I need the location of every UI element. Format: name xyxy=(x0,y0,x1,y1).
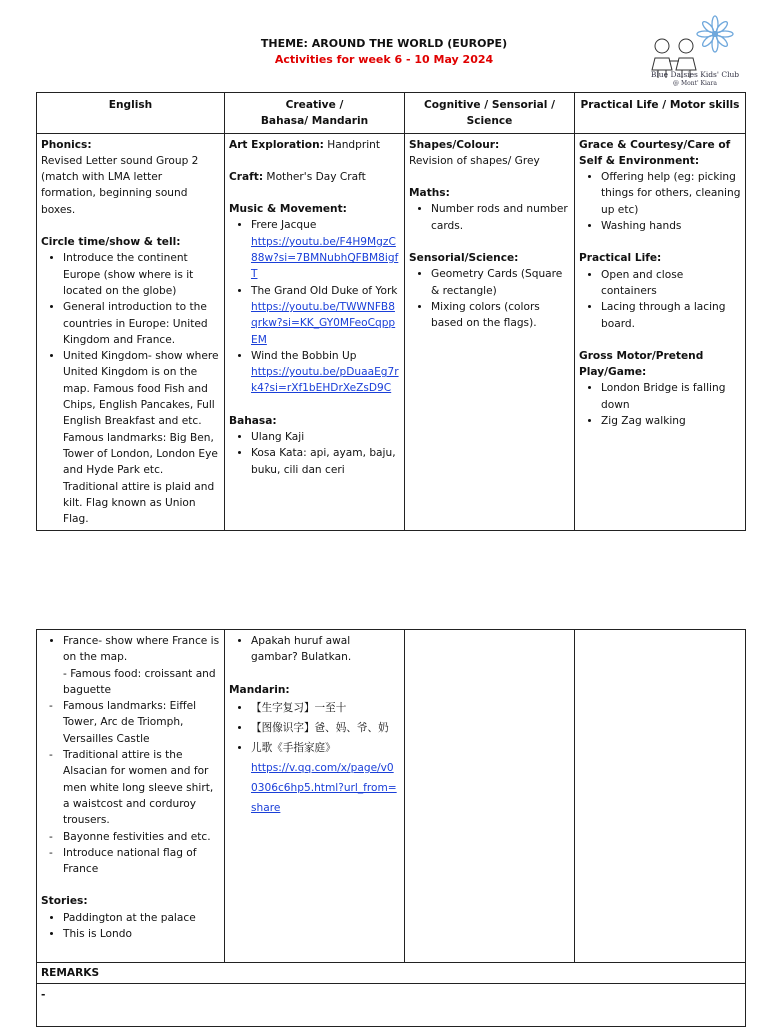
remarks-header-row xyxy=(37,963,746,984)
list-item: - Traditional attire is the Alsacian for women and for men white long sleeve shirt, a waistcost and corduroy trousers. xyxy=(63,747,220,828)
col-english: English xyxy=(37,93,225,134)
list-item: • Number rods and number cards. xyxy=(431,201,570,234)
col-creative: Creative / Bahasa/ Mandarin xyxy=(225,93,405,134)
phonics-heading: Phonics: xyxy=(41,138,92,151)
list-item: • Wind the Bobbin Up https://youtu.be/pDuaaEg7rk4?si=rXf1bEHDrXeZsD9C xyxy=(251,348,400,397)
practical-cell xyxy=(575,630,746,963)
remarks-label: REMARKS xyxy=(37,963,746,984)
grace-list xyxy=(579,169,741,234)
list-item: • Frere Jacque https://youtu.be/F4H9MgzC88w?si=7BMNubhQFBM8igfT xyxy=(251,217,400,282)
list-item: • Kosa Kata: api, ayam, baju, buku, cili dan ceri xyxy=(251,445,400,478)
list-item: • Washing hands xyxy=(601,218,741,234)
song-link[interactable]: https://youtu.be/TWWNFB8qrkw?si=KK_GY0MFeoCqppEM xyxy=(251,300,396,346)
gross-motor-list xyxy=(579,380,741,429)
list-item: • United Kingdom- show where United Kingdom is on the map. Famous food Fish and Chips, English Pancakes, Full English Breakfast and etc. Famous landmarks: Big Ben, Tower of London, London Eye and Hyde Park etc. Traditional attire is plaid and kilt. Flag known as Union Flag. xyxy=(63,348,220,527)
cognitive-cell xyxy=(405,133,575,531)
gross-motor-heading: Gross Motor/Pretend Play/Game: xyxy=(579,349,704,379)
list-item: • France- show where France is on the map. - Famous food: croissant and baguette xyxy=(63,633,220,698)
mandarin-heading: Mandarin: xyxy=(229,683,290,696)
bahasa-heading: Bahasa: xyxy=(229,414,277,427)
list-item: • Ulang Kaji xyxy=(251,429,400,445)
bahasa-list xyxy=(229,429,400,478)
list-item: • Offering help (eg: picking things for others, cleaning up etc) xyxy=(601,169,741,218)
sensorial-list xyxy=(409,266,570,331)
practical-life-list xyxy=(579,267,741,332)
header-row xyxy=(37,93,746,134)
list-item: • Open and close containers xyxy=(601,267,741,300)
list-item: • 【图像识字】爸、妈、爷、奶 xyxy=(251,718,400,738)
english-cell xyxy=(37,133,225,531)
list-item: • General introduction to the countries in Europe: United Kingdom and France. xyxy=(63,299,220,348)
stories-list xyxy=(41,910,220,943)
creative-cell xyxy=(225,630,405,963)
mandarin-list xyxy=(229,698,400,818)
song-link[interactable]: https://youtu.be/F4H9MgzC88w?si=7BMNubhQFBM8igfT xyxy=(251,235,399,281)
stories-heading: Stories: xyxy=(41,895,88,908)
songs-list xyxy=(229,217,400,396)
list-item: • Mixing colors (colors based on the flags). xyxy=(431,299,570,332)
activities-table-part1 xyxy=(36,92,746,531)
song-link[interactable]: https://youtu.be/pDuaaEg7rk4?si=rXf1bEHDrXeZsD9C xyxy=(251,366,399,395)
cognitive-cell xyxy=(405,630,575,963)
art-text: Handprint xyxy=(323,138,381,151)
theme-title: THEME: AROUND THE WORLD (EUROPE) xyxy=(260,37,508,50)
list-item: • Zig Zag walking xyxy=(601,413,741,429)
english-cell xyxy=(37,630,225,963)
list-item: • 【生字复习】一至十 xyxy=(251,698,400,718)
france-dash-list xyxy=(41,698,220,877)
craft-heading: Craft: xyxy=(229,170,264,183)
art-heading: Art Exploration: xyxy=(229,138,324,151)
circle-time-heading: Circle time/show & tell: xyxy=(41,236,181,249)
activities-row xyxy=(37,133,746,531)
list-item: • Apakah huruf awal gambar? Bulatkan. xyxy=(251,633,400,666)
maths-heading: Maths: xyxy=(409,187,450,200)
list-item: • The Grand Old Duke of York https://youtu.be/TWWNFB8qrkw?si=KK_GY0MFeoCqppEM xyxy=(251,283,400,348)
activities-row xyxy=(37,630,746,963)
list-item: - Famous landmarks: Eiffel Tower, Arc de Triomph, Versailles Castle xyxy=(63,698,220,747)
shapes-heading: Shapes/Colour: xyxy=(409,138,500,151)
maths-list xyxy=(409,201,570,234)
circle-time-list xyxy=(41,250,220,527)
activities-table-part2 xyxy=(36,629,746,1027)
list-item: • This is Londo xyxy=(63,926,220,942)
practical-life-heading: Practical Life: xyxy=(579,252,662,265)
activities-subtitle: Activities for week 6 - 10 May 2024 xyxy=(274,53,494,66)
list-item: - Introduce national flag of France xyxy=(63,845,220,878)
music-heading: Music & Movement: xyxy=(229,203,347,216)
list-item: • Geometry Cards (Square & rectangle) xyxy=(431,266,570,299)
remarks-text: - xyxy=(37,984,746,1027)
list-item: • Paddington at the palace xyxy=(63,910,220,926)
france-list xyxy=(41,633,220,698)
grace-heading: Grace & Courtesy/Care of Self & Environment: xyxy=(579,138,731,167)
phonics-text: Revised Letter sound Group 2 (match with LMA letter formation, beginning sound boxes. xyxy=(41,154,199,216)
shapes-text: Revision of shapes/ Grey xyxy=(409,154,540,167)
list-item: - Bayonne festivities and etc. xyxy=(63,829,220,845)
col-practical: Practical Life / Motor skills xyxy=(575,93,746,134)
list-item: • London Bridge is falling down xyxy=(601,380,741,413)
list-item: • Lacing through a lacing board. xyxy=(601,299,741,332)
practical-cell xyxy=(575,133,746,531)
creative-cell xyxy=(225,133,405,531)
remarks-row xyxy=(37,984,746,1027)
sensorial-heading: Sensorial/Science: xyxy=(409,252,519,265)
logo-caption: Blue Daisies Kids' Club @ Mont' Kiara xyxy=(650,70,740,87)
list-item: • Introduce the continent Europe (show where is it located on the globe) xyxy=(63,250,220,299)
bahasa-list-cont xyxy=(229,633,400,666)
col-cognitive: Cognitive / Sensorial / Science xyxy=(405,93,575,134)
list-item: • 儿歌《手指家庭》 https://v.qq.com/x/page/v00306c6hp5.html?url_from=share xyxy=(251,738,400,818)
craft-text: Mother's Day Craft xyxy=(263,170,366,183)
mandarin-song-link[interactable]: https://v.qq.com/x/page/v00306c6hp5.html?url_from=share xyxy=(251,761,397,814)
